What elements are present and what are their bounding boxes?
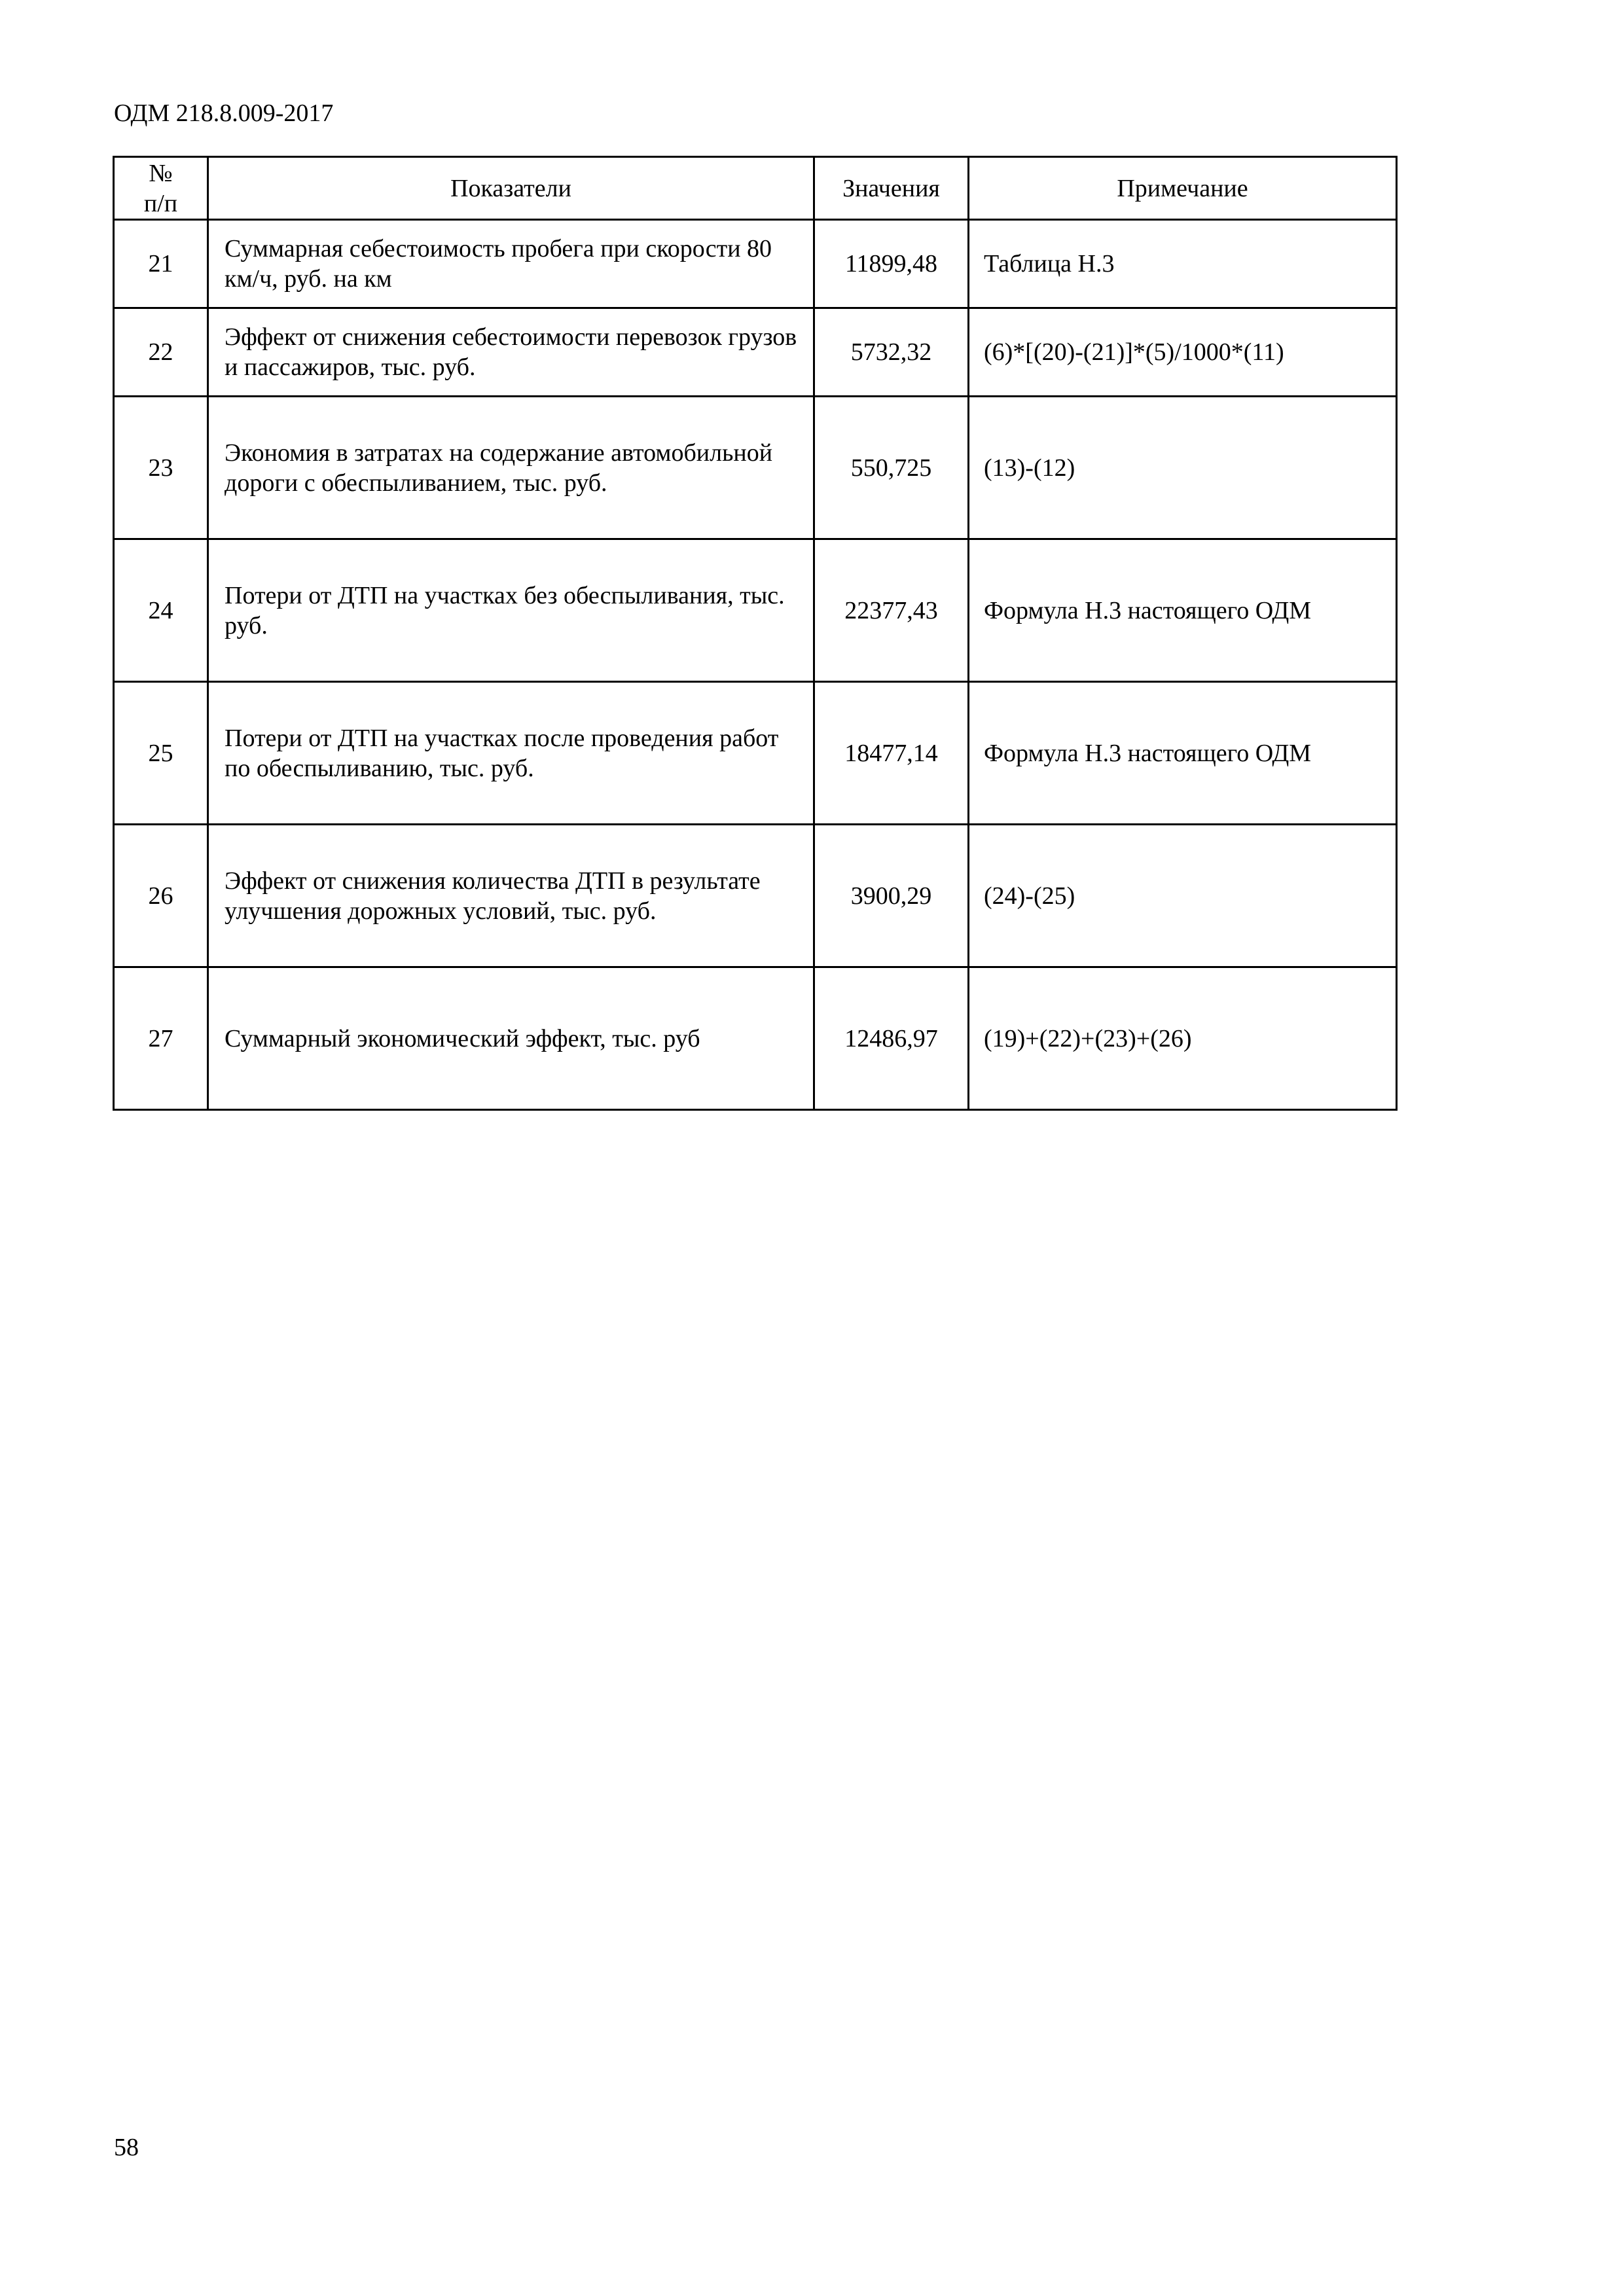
- row-note: (13)-(12): [969, 397, 1397, 539]
- row-number: 25: [114, 682, 208, 825]
- row-value: 22377,43: [814, 539, 969, 682]
- column-header-note: Примечание: [969, 157, 1397, 220]
- indicators-table: [113, 156, 1398, 1111]
- column-header-indicator: Показатели: [208, 157, 814, 220]
- row-indicator: Потери от ДТП на участках после проведения работ по обеспыливанию, тыс. руб.: [208, 682, 814, 825]
- row-note: Формула Н.3 настоящего ОДМ: [969, 682, 1397, 825]
- table-row: [114, 682, 1397, 825]
- row-number: 24: [114, 539, 208, 682]
- table-row: [114, 220, 1397, 308]
- row-number: 27: [114, 967, 208, 1110]
- row-value: 11899,48: [814, 220, 969, 308]
- row-number: 22: [114, 308, 208, 397]
- row-note: (6)*[(20)-(21)]*(5)/1000*(11): [969, 308, 1397, 397]
- row-value: 550,725: [814, 397, 969, 539]
- table-body: [114, 220, 1397, 1110]
- row-note: Таблица Н.3: [969, 220, 1397, 308]
- table-row: [114, 397, 1397, 539]
- row-indicator: Суммарный экономический эффект, тыс. руб: [208, 967, 814, 1110]
- row-value: 12486,97: [814, 967, 969, 1110]
- table-row: [114, 539, 1397, 682]
- row-value: 5732,32: [814, 308, 969, 397]
- column-header-number: [114, 157, 208, 220]
- row-number: 23: [114, 397, 208, 539]
- table-row: [114, 967, 1397, 1110]
- row-number: 21: [114, 220, 208, 308]
- row-value: 18477,14: [814, 682, 969, 825]
- row-value: 3900,29: [814, 825, 969, 967]
- column-header-number-line2: п/п: [143, 189, 178, 217]
- document-code: ОДМ 218.8.009-2017: [114, 99, 334, 127]
- row-indicator: Эффект от снижения себестоимости перевозок грузов и пассажиров, тыс. руб.: [208, 308, 814, 397]
- table-row: [114, 308, 1397, 397]
- row-number: 26: [114, 825, 208, 967]
- table-row: [114, 825, 1397, 967]
- row-indicator: Эффект от снижения количества ДТП в результате улучшения дорожных условий, тыс. руб.: [208, 825, 814, 967]
- column-header-value: Значения: [814, 157, 969, 220]
- column-header-number-line1: №: [149, 159, 173, 187]
- row-note: (19)+(22)+(23)+(26): [969, 967, 1397, 1110]
- header-row: [114, 157, 1397, 220]
- row-note: (24)-(25): [969, 825, 1397, 967]
- row-indicator: Суммарная себестоимость пробега при скорости 80 км/ч, руб. на км: [208, 220, 814, 308]
- row-indicator: Потери от ДТП на участках без обеспыливания, тыс. руб.: [208, 539, 814, 682]
- row-note: Формула Н.3 настоящего ОДМ: [969, 539, 1397, 682]
- row-indicator: Экономия в затратах на содержание автомобильной дороги с обеспыливанием, тыс. руб.: [208, 397, 814, 539]
- page-number: 58: [114, 2134, 139, 2161]
- table-header: [114, 157, 1397, 220]
